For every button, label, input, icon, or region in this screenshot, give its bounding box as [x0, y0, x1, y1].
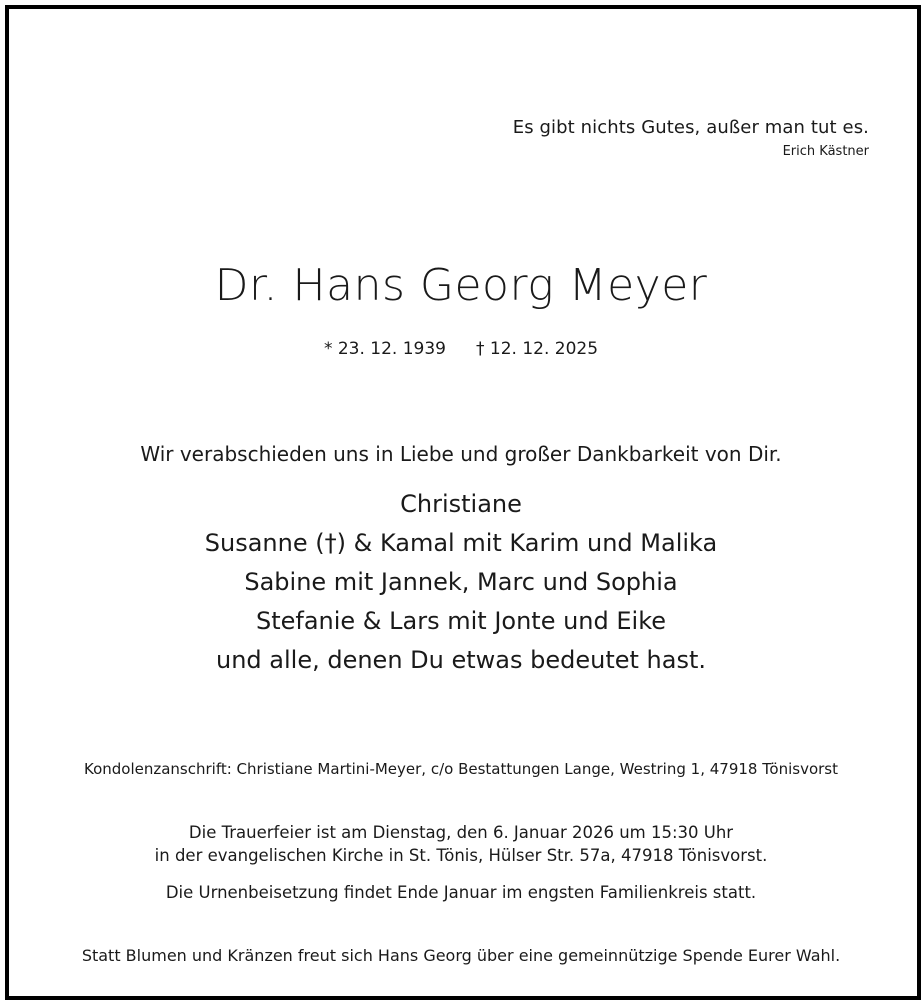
life-dates — [0, 337, 922, 361]
epigraph-author: Erich Kästner — [782, 144, 869, 159]
birth-date: * 23. 12. 1939 — [323, 339, 446, 359]
ceremony-line-location: in der evangelischen Kirche in St. Tönis, Hülser Str. 57a, 47918 Tönisvorst. — [154, 846, 768, 865]
family-member-line: Sabine mit Jannek, Marc und Sophia — [244, 568, 678, 596]
donation-note: Statt Blumen und Kränzen freut sich Hans Georg über eine gemeinnützige Spende Eurer Wahl. — [81, 946, 841, 965]
deceased-name: Dr. Hans Georg Meyer — [214, 260, 708, 311]
death-date: † 12. 12. 2025 — [476, 339, 599, 359]
ceremony-line-date: Die Trauerfeier ist am Dienstag, den 6. Januar 2026 um 15:30 Uhr — [188, 823, 734, 842]
epigraph — [513, 117, 869, 161]
family-list — [0, 485, 922, 680]
family-member-line: und alle, denen Du etwas bedeutet hast. — [215, 646, 707, 674]
family-member-line: Susanne (†) & Kamal mit Karim und Malika — [204, 529, 718, 557]
family-member-line: Stefanie & Lars mit Jonte und Eike — [255, 607, 667, 635]
condolence-address: Kondolenzanschrift: Christiane Martini-Meyer, c/o Bestattungen Lange, Westring 1, 47918 Tönisvorst — [83, 760, 838, 778]
urn-burial-info: Die Urnenbeisetzung findet Ende Januar im engsten Familienkreis statt. — [165, 883, 757, 902]
funeral-ceremony-info — [0, 821, 922, 867]
epigraph-quote: Es gibt nichts Gutes, außer man tut es. — [512, 117, 869, 138]
family-member-line: Christiane — [400, 490, 522, 518]
farewell-text: Wir verabschieden uns in Liebe und großer Dankbarkeit von Dir. — [140, 442, 782, 466]
